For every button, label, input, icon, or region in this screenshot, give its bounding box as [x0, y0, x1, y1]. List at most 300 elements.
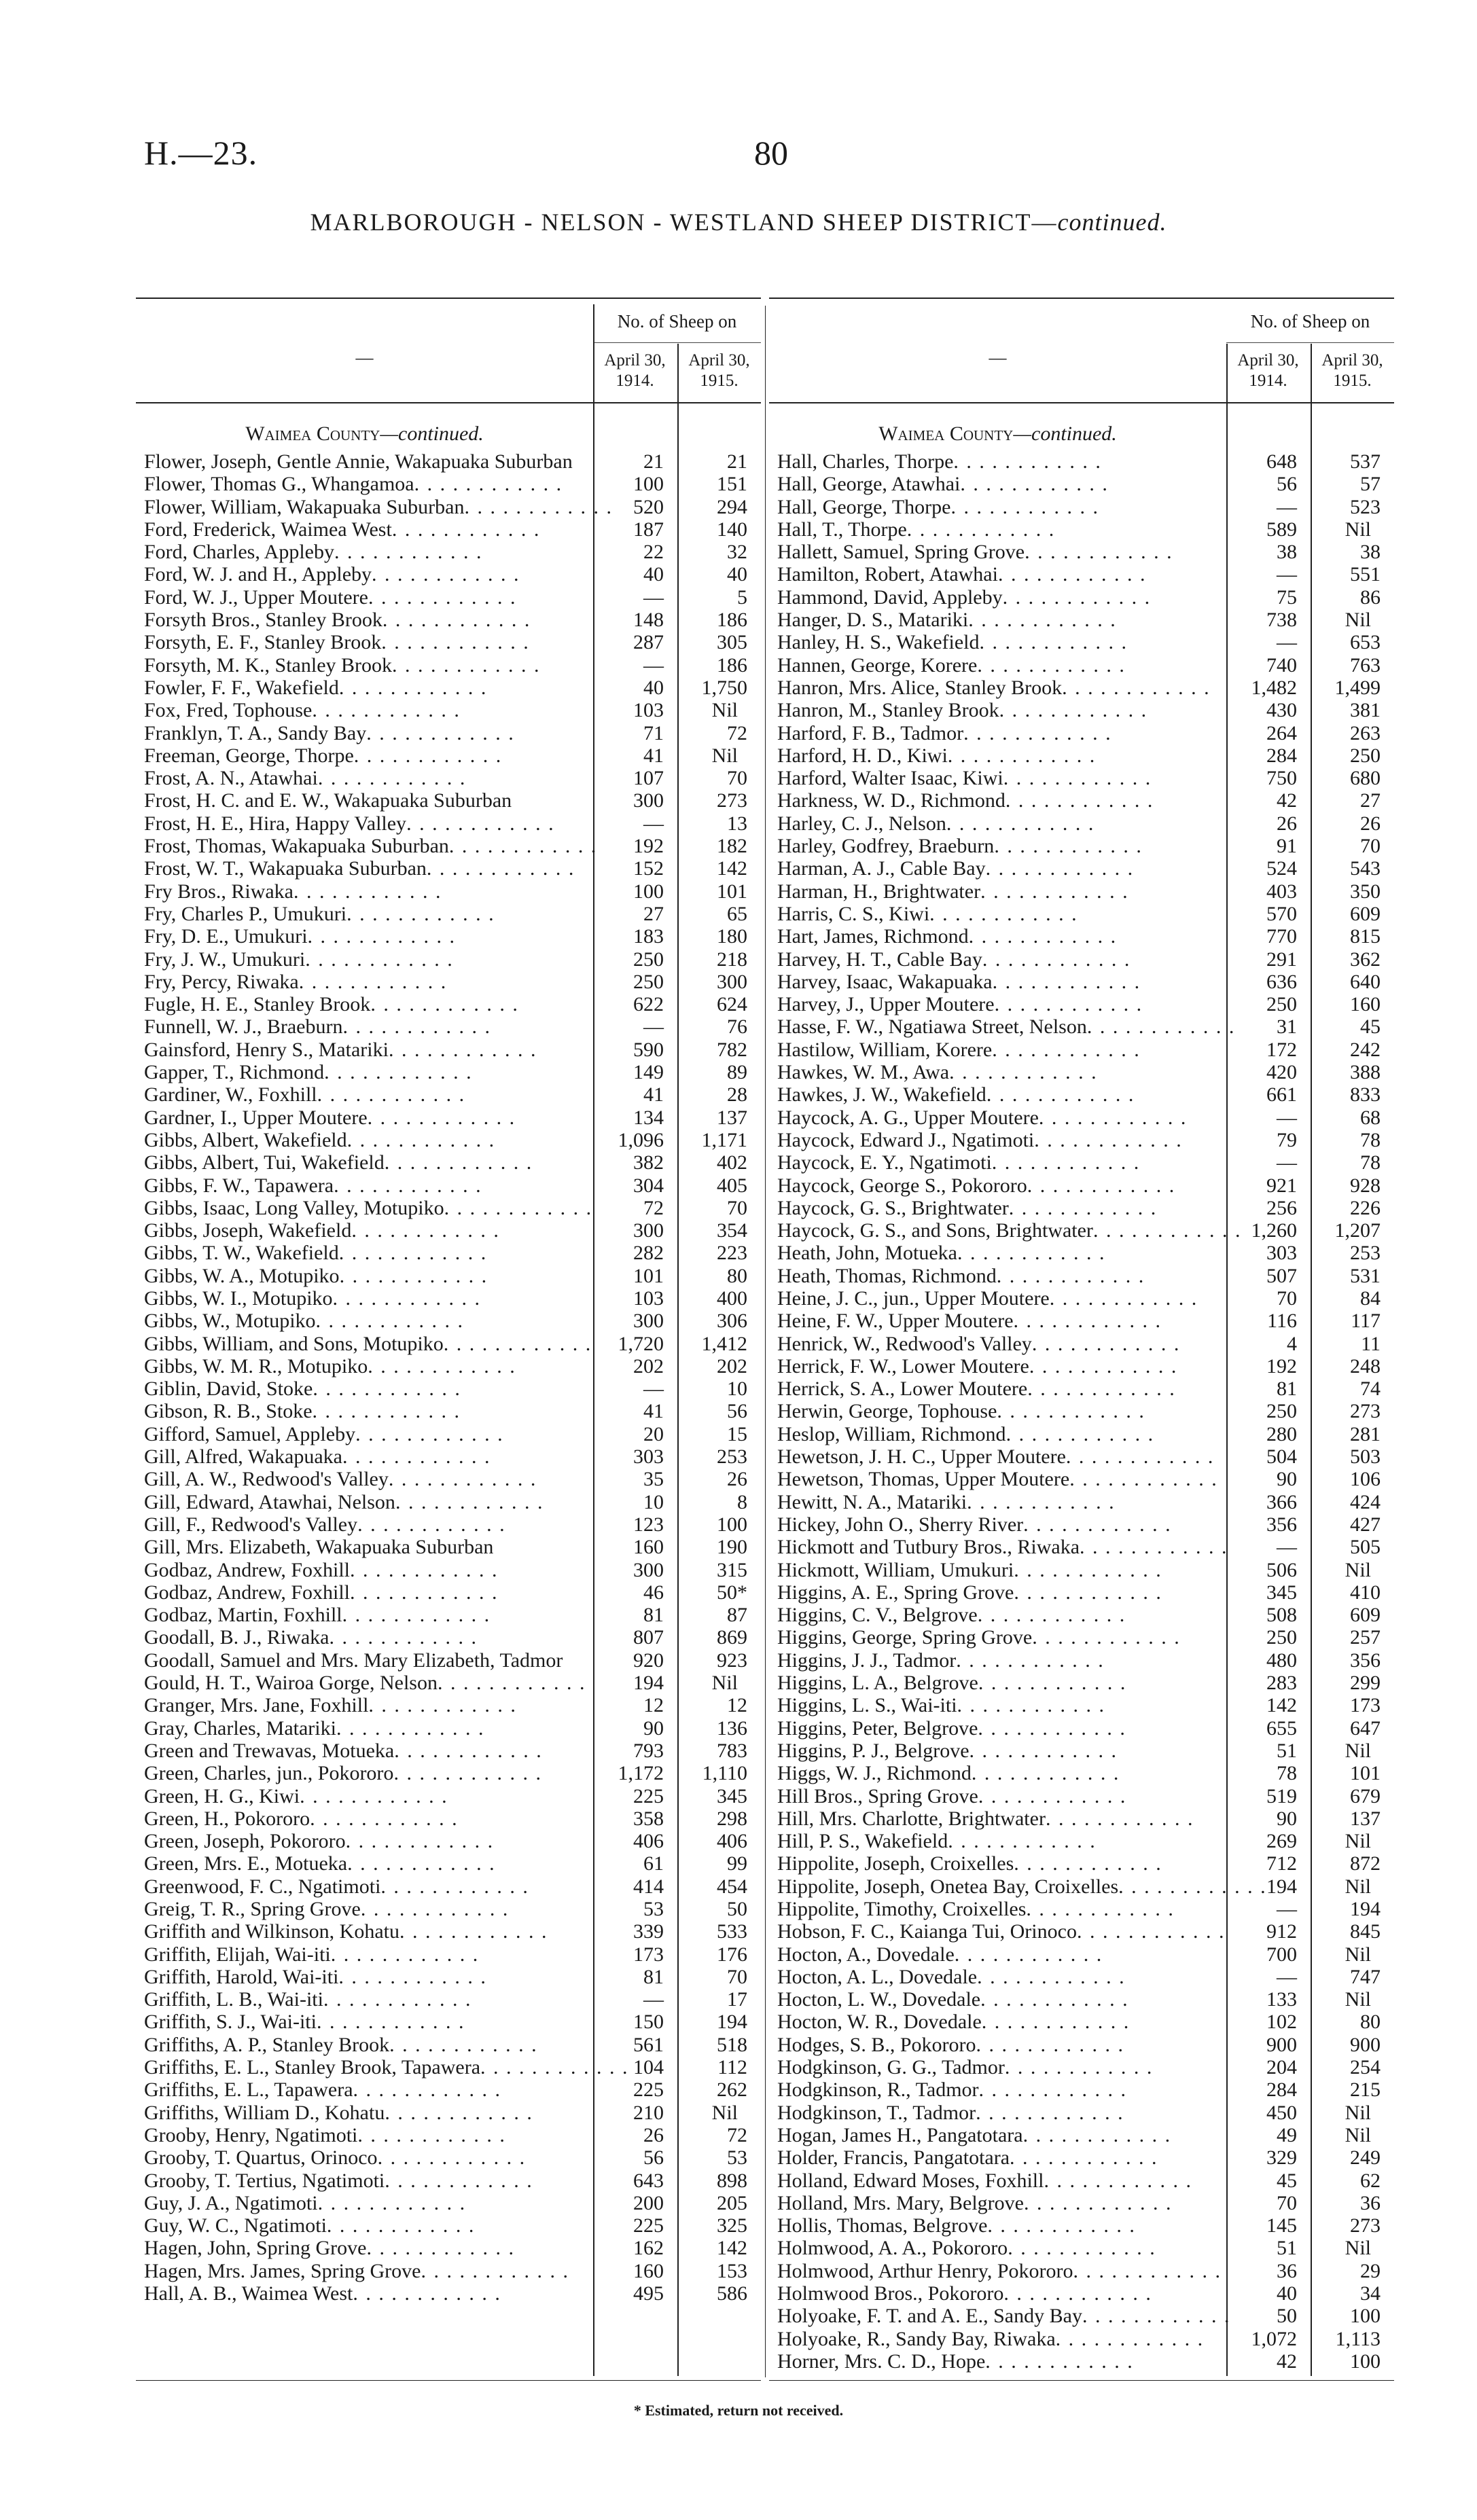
dot-leader: . . . . . . . . . . . . [305, 948, 454, 971]
holder-name-cell [769, 1400, 1226, 1422]
holder-name: Forsyth, E. F., Stanley Brook [144, 631, 382, 654]
dot-leader: . . . . . . . . . . . . [1069, 1468, 1218, 1491]
holder-name-cell [769, 1513, 1226, 1536]
sheep-count-1914: 134 [633, 1106, 664, 1129]
sheep-count-1915: 410 [1350, 1581, 1381, 1604]
sheep-count-1915: 306 [717, 1310, 747, 1333]
holder-name-cell [769, 1174, 1226, 1197]
holder-name: Hill, Mrs. Charlotte, Brightwater [777, 1807, 1046, 1830]
table-row [769, 948, 1394, 971]
sheep-count-1915: Nil [1345, 2123, 1371, 2146]
sheep-count-1914: 202 [633, 1354, 664, 1378]
sheep-count-1915: 215 [1350, 2078, 1381, 2102]
dot-leader: . . . . . . . . . . . . [1065, 1445, 1215, 1469]
sheep-count-1914: 103 [633, 699, 664, 722]
dot-leader: . . . . . . . . . . . . [1073, 2259, 1222, 2282]
dot-leader: . . . . . . . . . . . . [1045, 1807, 1194, 1830]
holder-name-cell [769, 1378, 1226, 1400]
sheep-count-1914: 256 [1266, 1196, 1297, 1219]
sheep-count-1915: 40 [727, 563, 747, 586]
dot-leader: . . . . . . . . . . . . [978, 1784, 1127, 1807]
holder-name: Herrick, S. A., Lower Moutere [777, 1378, 1028, 1401]
table-row [769, 1039, 1394, 1061]
table-row [769, 1151, 1394, 1174]
table-row [136, 1310, 761, 1332]
sheep-count-1914: 79 [1277, 1128, 1297, 1151]
holder-name: Green and Trewavas, Motueka [144, 1739, 395, 1762]
sheep-count-1915: 89 [727, 1061, 747, 1084]
table-row [136, 2011, 761, 2033]
sheep-count-1914: 250 [1266, 1400, 1297, 1423]
holder-name: Hallett, Samuel, Spring Grove [777, 541, 1025, 564]
sheep-count-1914: 912 [1266, 1920, 1297, 1943]
dot-leader: . . . . . . . . . . . . [985, 2350, 1134, 2373]
table-row [769, 835, 1394, 857]
table-row [136, 1445, 761, 1468]
table-row [769, 812, 1394, 835]
table-row [136, 1106, 761, 1129]
holder-name: Heslop, William, Richmond [777, 1422, 1006, 1445]
sheep-count-1915: 53 [727, 2146, 747, 2170]
sheep-count-1915: 254 [1350, 2056, 1381, 2079]
table-row [136, 496, 761, 518]
sheep-count-1914: 520 [633, 495, 664, 518]
dot-leader: . . . . . . . . . . . . [350, 1558, 499, 1581]
table-row [769, 767, 1394, 789]
dot-leader: . . . . . . . . . . . . [480, 2056, 629, 2079]
sheep-count-1915: 1,750 [701, 676, 747, 699]
dot-leader: . . . . . . . . . . . . [978, 1716, 1126, 1740]
holder-name: Goodall, B. J., Riwaka [144, 1626, 330, 1649]
sheep-count-1915: Nil [711, 2101, 738, 2124]
table-row [769, 1083, 1394, 1106]
table-row [769, 1807, 1394, 1830]
holder-name-cell [769, 1559, 1226, 1581]
sheep-count-1914: 636 [1266, 970, 1297, 993]
sheep-count-1914: 172 [1266, 1038, 1297, 1061]
sheep-count-1914: 700 [1266, 1943, 1297, 1966]
dot-leader: . . . . . . . . . . . . [426, 857, 575, 880]
sheep-count-1915: 80 [727, 1264, 747, 1287]
dot-leader: . . . . . . . . . . . . [367, 1106, 516, 1129]
table-row [136, 1785, 761, 1807]
sheep-count-1914: 50 [1277, 2305, 1297, 2328]
holder-name: Gill, Mrs. Elizabeth, Wakapuaka Suburban [144, 1536, 494, 1559]
dot-leader: . . . . . . . . . . . . [313, 1378, 461, 1401]
dot-leader: . . . . . . . . . . . . [1118, 1875, 1267, 1898]
sheep-count-1915: 537 [1350, 450, 1381, 473]
sheep-count-1915: 62 [1360, 2169, 1381, 2192]
table-row [769, 1966, 1394, 1988]
dot-leader: . . . . . . . . . . . . [1076, 1920, 1226, 1943]
sheep-count-1915: 84 [1360, 1286, 1381, 1310]
holder-name-cell [136, 1966, 593, 1988]
table-row [136, 948, 761, 971]
table-row [769, 2034, 1394, 2056]
holder-name-cell [136, 473, 593, 495]
sheep-count-1914: 793 [633, 1739, 664, 1762]
sheep-count-1914: 1,260 [1251, 1219, 1297, 1242]
holder-name-cell [136, 1943, 593, 1966]
sheep-count-1914: 287 [633, 631, 664, 654]
dot-leader: . . . . . . . . . . . . [368, 1694, 517, 1717]
sheep-count-1914: 1,482 [1251, 676, 1297, 699]
sheep-count-group-header: No. of Sheep on [1250, 311, 1370, 331]
sheep-count-1915: 106 [1350, 1468, 1381, 1491]
holder-name-cell [769, 1129, 1226, 1151]
sheep-count-1914: 450 [1266, 2101, 1297, 2124]
sheep-count-1914: 225 [633, 2078, 664, 2102]
holder-name-cell [136, 1333, 593, 1355]
holder-name-cell [136, 2214, 593, 2237]
sheep-count-1915: 406 [717, 1830, 747, 1853]
col-1914-header: April 30, 1914. [604, 351, 666, 390]
sheep-count-1915: 112 [717, 2056, 747, 2079]
sheep-count-1915: 869 [717, 1626, 747, 1649]
table-row [136, 2214, 761, 2237]
sheep-count-1914: 495 [633, 2282, 664, 2305]
holder-name: Fry, Percy, Riwaka [144, 970, 299, 993]
holder-name: Hall, George, Atawhai [777, 473, 961, 496]
sheep-count-1914: 41 [643, 1083, 664, 1106]
col-1915-header: April 30, 1915. [1321, 351, 1383, 390]
table-row [769, 744, 1394, 767]
sheep-count-1914: 590 [633, 1038, 664, 1061]
dot-leader: . . . . . . . . . . . . [997, 563, 1147, 586]
sheep-count-1914: 414 [633, 1875, 664, 1898]
holder-name-cell [136, 495, 613, 518]
dot-leader: . . . . . . . . . . . . [342, 1604, 491, 1627]
sheep-count-1914: 26 [643, 2123, 664, 2146]
table-row [136, 2078, 761, 2101]
holder-name: Harvey, Isaac, Wakapuaka [777, 970, 993, 993]
holder-name-cell [769, 563, 1226, 586]
sheep-count-1914: 921 [1266, 1174, 1297, 1197]
table-row [769, 2282, 1394, 2305]
sheep-count-1915: 250 [1350, 744, 1381, 767]
holder-name-cell [136, 1672, 593, 1694]
sheep-count-1915: 99 [727, 1852, 747, 1875]
sheep-count-1915: 223 [717, 1242, 747, 1265]
sheep-count-1915: 160 [1350, 993, 1381, 1016]
dot-leader: . . . . . . . . . . . . [399, 1920, 548, 1943]
holder-name-cell [136, 1604, 593, 1626]
table-row [769, 1333, 1394, 1355]
holder-name: Hagen, John, Spring Grove [144, 2237, 367, 2260]
sheep-count-1914: 53 [643, 1898, 664, 1920]
sheep-count-1914: 160 [633, 2259, 664, 2282]
holder-name: Greig, T. R., Spring Grove [144, 1898, 361, 1920]
sheep-count-1915: Nil [1345, 1830, 1371, 1853]
holder-name-cell [769, 450, 1226, 473]
sheep-count-1915: 74 [1360, 1378, 1381, 1401]
holder-name-cell [769, 2237, 1226, 2259]
sheep-count-1914: 250 [633, 948, 664, 971]
page-title [0, 208, 1477, 236]
table-row [769, 1423, 1394, 1445]
sheep-count-1915: 609 [1350, 902, 1381, 925]
dot-leader: . . . . . . . . . . . . [977, 653, 1126, 677]
table-rows [769, 450, 1394, 2373]
holder-name-cell [769, 2328, 1226, 2350]
sheep-count-1915: 100 [1350, 2305, 1381, 2328]
table-bottom-rule [136, 2380, 761, 2381]
table-row [136, 835, 761, 857]
sheep-count-1915: 640 [1350, 970, 1381, 993]
table-header [136, 298, 761, 402]
sheep-count-1914: 524 [1266, 857, 1297, 880]
dot-leader: . . . . . . . . . . . . [985, 857, 1135, 880]
sheep-count-1914: 27 [643, 902, 664, 925]
holder-name: Flower, Thomas G., Whangamoa [144, 473, 414, 496]
sheep-count-1914: 300 [633, 1558, 664, 1581]
sheep-count-1914: 194 [1266, 1875, 1297, 1898]
table-row [769, 677, 1394, 699]
holder-name: Holmwood, A. A., Pokororo [777, 2237, 1008, 2260]
table-row [769, 971, 1394, 993]
sheep-count-1915: 273 [717, 789, 747, 812]
dot-leader: . . . . . . . . . . . . [317, 767, 467, 790]
table-row [136, 677, 761, 699]
table-row [769, 450, 1394, 473]
holder-name-cell [136, 654, 593, 677]
dot-leader: . . . . . . . . . . . . [310, 1807, 459, 1830]
dot-leader: . . . . . . . . . . . . [1014, 1852, 1162, 1875]
sheep-count-1914: 712 [1266, 1852, 1297, 1875]
holder-name-cell [136, 1265, 593, 1287]
dot-leader: . . . . . . . . . . . . [1008, 1196, 1158, 1219]
table-row [769, 903, 1394, 925]
table-row [136, 1604, 761, 1626]
table-row [136, 2102, 761, 2124]
table-row [769, 2214, 1394, 2237]
sheep-count-1914: 655 [1266, 1716, 1297, 1740]
holder-name-cell [136, 1061, 593, 1083]
sheep-count-1915: 747 [1350, 1965, 1381, 1988]
sheep-count-1914: — [1277, 631, 1297, 654]
sheep-count-1915: 72 [727, 2123, 747, 2146]
table-row [136, 1943, 761, 1966]
holder-name-cell [769, 2260, 1226, 2282]
sheep-count-1914: 21 [643, 450, 664, 473]
holder-name-cell [769, 835, 1226, 857]
sheep-count-1914: 284 [1266, 744, 1297, 767]
holder-name: Frost, W. T., Wakapuaka Suburban [144, 857, 427, 880]
sheep-count-1914: 339 [633, 1920, 664, 1943]
holder-name-cell [136, 1740, 593, 1762]
holder-name: Harford, H. D., Kiwi [777, 744, 948, 767]
table-row [136, 1536, 761, 1558]
holder-name: Fox, Fred, Tophouse [144, 699, 313, 722]
sheep-count-1914: 622 [633, 993, 664, 1016]
table-row [769, 1445, 1394, 1468]
table-row [136, 2056, 761, 2078]
sheep-count-1914: 1,172 [618, 1762, 664, 1785]
holder-name: Green, Joseph, Pokororo [144, 1830, 346, 1853]
holder-name-cell [136, 1626, 593, 1649]
dot-leader: . . . . . . . . . . . . [1044, 2169, 1192, 2192]
holder-name-cell [136, 903, 593, 925]
sheep-count-1914: 104 [633, 2056, 664, 2079]
dot-leader: . . . . . . . . . . . . [992, 1038, 1141, 1061]
holder-name: Harman, H., Brightwater [777, 880, 981, 903]
sheep-count-1915: 186 [717, 609, 747, 632]
sheep-count-1915: 100 [717, 1513, 747, 1536]
sheep-count-1915: 872 [1350, 1852, 1381, 1875]
holder-name: Harley, Godfrey, Braeburn [777, 835, 995, 858]
holder-name: Gardner, I., Upper Moutere [144, 1106, 368, 1129]
sheep-count-1915: 70 [727, 1965, 747, 1988]
holder-name-cell [136, 880, 593, 903]
sheep-count-1915: Nil [1345, 609, 1371, 632]
sheep-count-1915: 65 [727, 902, 747, 925]
sheep-count-1914: 40 [643, 563, 664, 586]
holder-name: Hocton, L. W., Dovedale [777, 1988, 981, 2011]
sheep-count-1914: 31 [1277, 1015, 1297, 1039]
sheep-count-1915: Nil [711, 1672, 738, 1695]
holder-name-cell [136, 1762, 593, 1784]
table-row [769, 609, 1394, 631]
holder-name: Griffiths, A. P., Stanley Brook [144, 2033, 390, 2056]
holder-name: Griffiths, E. L., Tapawera [144, 2078, 353, 2102]
table-row [769, 1242, 1394, 1264]
holder-name: Green, Charles, jun., Pokororo [144, 1762, 394, 1785]
holder-name: Ford, W. J. and H., Appleby [144, 563, 372, 586]
sheep-count-1915: 76 [727, 1015, 747, 1039]
dot-leader: . . . . . . . . . . . . [395, 1490, 544, 1513]
sheep-count-1914: 356 [1266, 1513, 1297, 1536]
table-row [769, 2170, 1394, 2192]
table-row [769, 1626, 1394, 1649]
holder-name: Hickey, John O., Sherry River [777, 1513, 1024, 1536]
table-row [136, 2260, 761, 2282]
dot-leader: . . . . . . . . . . . . [391, 518, 541, 541]
holder-name: Gibbs, Joseph, Wakefield [144, 1219, 352, 1242]
sheep-count-1914: 264 [1266, 721, 1297, 744]
holder-name-cell [769, 948, 1226, 971]
dot-leader: . . . . . . . . . . . . [977, 1604, 1126, 1627]
holder-name-cell [769, 1287, 1226, 1310]
sheep-count-1915: 117 [1351, 1310, 1381, 1333]
table-row [769, 1559, 1394, 1581]
holder-name-cell [136, 1852, 593, 1875]
sheep-count-1914: — [1277, 1898, 1297, 1920]
table-row [136, 1672, 761, 1694]
dot-leader: . . . . . . . . . . . . [1086, 1015, 1236, 1039]
sheep-count-1915: 249 [1350, 2146, 1381, 2170]
dot-leader: . . . . . . . . . . . . [906, 518, 1056, 541]
holder-name-cell [769, 925, 1226, 948]
sheep-count-1915: 647 [1350, 1716, 1381, 1740]
table-row [136, 2034, 761, 2056]
holder-name-cell [769, 2170, 1226, 2192]
holder-name-cell [136, 1129, 593, 1151]
sheep-count-1915: 609 [1350, 1604, 1381, 1627]
dot-leader: . . . . . . . . . . . . [1026, 1898, 1175, 1920]
sheep-count-1915: 928 [1350, 1174, 1381, 1197]
sheep-count-1915: 87 [727, 1604, 747, 1627]
table-row [769, 2102, 1394, 2124]
holder-name-cell [769, 903, 1226, 925]
sheep-count-1914: 101 [633, 1264, 664, 1287]
table-row [136, 1287, 761, 1310]
holder-name-cell [769, 1807, 1226, 1830]
table-row [769, 1649, 1394, 1672]
dot-leader: . . . . . . . . . . . . [334, 541, 483, 564]
table-row [769, 1852, 1394, 1875]
dot-leader: . . . . . . . . . . . . [977, 1965, 1126, 1988]
holder-name-cell [769, 1015, 1236, 1039]
holder-name-cell [136, 767, 593, 789]
holder-name: Ford, Charles, Appleby [144, 541, 334, 564]
sheep-count-1914: 480 [1266, 1649, 1297, 1672]
table-row [769, 1581, 1394, 1604]
table-row [136, 1649, 761, 1672]
table-row [769, 1672, 1394, 1694]
table-row [136, 1559, 761, 1581]
dot-leader: . . . . . . . . . . . . [368, 586, 517, 609]
table-row [769, 1536, 1394, 1558]
dot-leader: . . . . . . . . . . . . [1003, 2282, 1152, 2305]
sheep-count-1914: 36 [1277, 2259, 1297, 2282]
holder-name: Horner, Mrs. C. D., Hope [777, 2350, 986, 2373]
sheep-count-1915: 226 [1350, 1196, 1381, 1219]
dot-leader: . . . . . . . . . . . . [1082, 2305, 1231, 2328]
table-row [136, 563, 761, 586]
sheep-count-1915: 142 [717, 2237, 747, 2260]
holder-name-cell [769, 744, 1226, 767]
sheep-count-1915: 262 [717, 2078, 747, 2102]
sheep-count-1914: 42 [1277, 789, 1297, 812]
dot-leader: . . . . . . . . . . . . [1034, 1128, 1183, 1151]
holder-name: Gibbs, William, and Sons, Motupiko [144, 1332, 444, 1355]
sheep-count-1914: 561 [633, 2033, 664, 2056]
table-row [136, 880, 761, 903]
holder-name-cell [769, 722, 1226, 744]
holder-name: Frost, Thomas, Wakapuaka Suburban [144, 835, 449, 858]
sheep-count-1915: 543 [1350, 857, 1381, 880]
holder-name-cell [136, 1174, 593, 1197]
holder-name-cell [136, 812, 593, 835]
holder-name: Fry, J. W., Umukuri [144, 948, 306, 971]
table-row [769, 518, 1394, 541]
holder-name-cell [136, 1830, 593, 1852]
holder-name-cell [769, 699, 1226, 721]
sheep-count-1915: 101 [1350, 1762, 1381, 1785]
sheep-count-1915: 263 [1350, 721, 1381, 744]
table-row [136, 1852, 761, 1875]
sheep-count-1915: 8 [737, 1490, 747, 1513]
sheep-count-1915: Nil [1345, 2237, 1371, 2260]
dot-leader: . . . . . . . . . . . . [312, 699, 461, 722]
table-row [136, 699, 761, 721]
table-row [769, 880, 1394, 903]
holder-name: Hasse, F. W., Ngatiawa Street, Nelson [777, 1015, 1087, 1039]
table-row [136, 473, 761, 495]
holder-name-cell [769, 2350, 1226, 2373]
table-row [136, 1265, 761, 1287]
dot-leader: . . . . . . . . . . . . [956, 1649, 1105, 1672]
dot-leader: . . . . . . . . . . . . [949, 1061, 1098, 1084]
table-row [769, 541, 1394, 563]
table-row [136, 1920, 761, 1943]
dot-leader: . . . . . . . . . . . . [1023, 1513, 1172, 1536]
sheep-count-1915: Nil [711, 699, 738, 722]
dot-leader: . . . . . . . . . . . . [946, 812, 1095, 835]
dot-leader: . . . . . . . . . . . . [1080, 1536, 1228, 1559]
dot-leader: . . . . . . . . . . . . [346, 902, 495, 925]
sheep-count-1915: 137 [1350, 1807, 1381, 1830]
